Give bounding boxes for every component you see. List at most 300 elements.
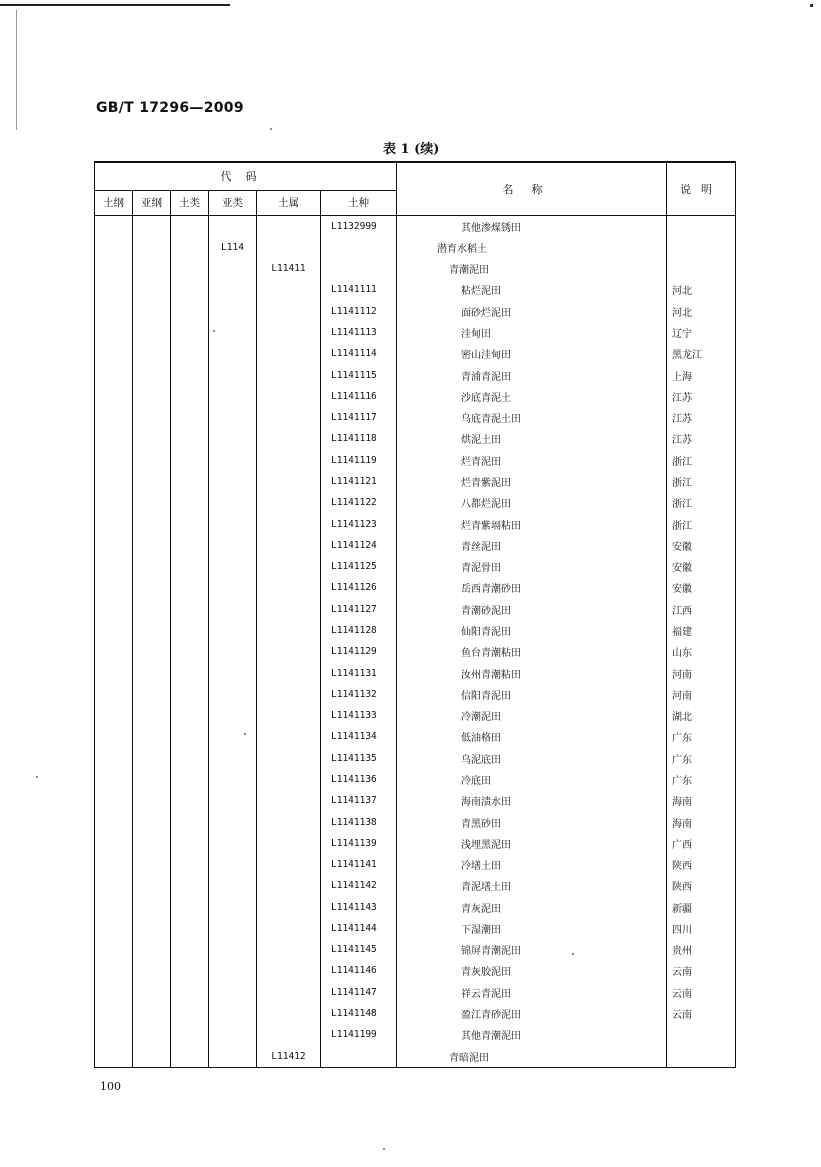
note-cell: 上海 [667, 364, 736, 385]
name-cell: 潜育水稻土 [397, 237, 667, 258]
corner-mark [810, 4, 813, 7]
name-cell: 青浦青泥田 [397, 364, 667, 385]
tugang-cell [95, 641, 133, 662]
top-rule [0, 4, 230, 6]
tushu-cell [257, 790, 321, 811]
name-cell: 仙阳青泥田 [397, 620, 667, 641]
name-cell: 烂青紫塥粘田 [397, 513, 667, 534]
tugang-cell [95, 748, 133, 769]
yagang-cell [133, 577, 171, 598]
yalei-cell [209, 833, 257, 854]
yalei-cell [209, 918, 257, 939]
name-cell: 青泥骨田 [397, 556, 667, 577]
yagang-cell [133, 769, 171, 790]
tugang-cell [95, 556, 133, 577]
tugang-cell [95, 343, 133, 364]
tugang-cell [95, 1024, 133, 1045]
yalei-cell [209, 535, 257, 556]
table-row [95, 599, 736, 620]
tugang-cell [95, 513, 133, 534]
yalei-cell [209, 620, 257, 641]
note-header: 说明 [667, 162, 736, 215]
tulei-cell [171, 556, 209, 577]
name-cell: 海南渍水田 [397, 790, 667, 811]
table-row [95, 471, 736, 492]
name-cell: 其他青潮泥田 [397, 1024, 667, 1045]
name-cell: 面砂烂泥田 [397, 301, 667, 322]
name-header: 名称 [397, 162, 667, 215]
name-cell: 信阳青泥田 [397, 684, 667, 705]
name-cell: 乌泥底田 [397, 748, 667, 769]
table-row [95, 684, 736, 705]
yalei-cell [209, 875, 257, 896]
tuzhong-cell: L1141139 [321, 833, 397, 854]
tulei-cell [171, 513, 209, 534]
table-row [95, 811, 736, 832]
tulei-cell [171, 364, 209, 385]
table-row [95, 620, 736, 641]
tugang-cell [95, 811, 133, 832]
yalei-cell [209, 790, 257, 811]
tushu-cell [257, 1024, 321, 1045]
note-cell: 河南 [667, 684, 736, 705]
tugang-cell [95, 769, 133, 790]
tugang-cell [95, 301, 133, 322]
tushu-cell [257, 386, 321, 407]
tuzhong-cell: L1141113 [321, 322, 397, 343]
tulei-cell [171, 854, 209, 875]
table-row [95, 918, 736, 939]
name-cell: 八都烂泥田 [397, 492, 667, 513]
yagang-cell [133, 918, 171, 939]
table-row [95, 982, 736, 1003]
tuzhong-cell: L1141135 [321, 748, 397, 769]
tugang-cell [95, 939, 133, 960]
tulei-cell [171, 620, 209, 641]
note-cell: 湖北 [667, 705, 736, 726]
tuzhong-cell: L1141125 [321, 556, 397, 577]
tugang-cell [95, 833, 133, 854]
tugang-cell [95, 364, 133, 385]
yalei-cell [209, 684, 257, 705]
name-cell: 青丝泥田 [397, 535, 667, 556]
table-row [95, 450, 736, 471]
name-cell: 烂青泥田 [397, 450, 667, 471]
tugang-cell [95, 620, 133, 641]
note-cell: 山东 [667, 641, 736, 662]
table-row [95, 279, 736, 300]
note-cell [667, 1024, 736, 1045]
tushu-cell [257, 599, 321, 620]
yalei-cell [209, 854, 257, 875]
tuzhong-cell: L1141132 [321, 684, 397, 705]
yalei-cell [209, 556, 257, 577]
tushu-cell [257, 662, 321, 683]
yalei-cell [209, 322, 257, 343]
standard-number: GB/T 17296—2009 [96, 100, 244, 116]
note-cell: 贵州 [667, 939, 736, 960]
yagang-cell [133, 237, 171, 258]
yagang-cell [133, 960, 171, 981]
name-cell: 冷墡土田 [397, 854, 667, 875]
tulei-cell [171, 1045, 209, 1067]
yalei-cell [209, 960, 257, 981]
tushu-cell [257, 513, 321, 534]
yalei-cell [209, 1045, 257, 1067]
tuzhong-cell: L1141147 [321, 982, 397, 1003]
tulei-cell [171, 833, 209, 854]
tushu-cell [257, 918, 321, 939]
tulei-cell [171, 641, 209, 662]
tuzhong-cell: L1141122 [321, 492, 397, 513]
note-cell [667, 215, 736, 237]
note-cell [667, 1045, 736, 1067]
yagang-cell [133, 684, 171, 705]
yalei-cell [209, 364, 257, 385]
tulei-header: 土类 [171, 190, 209, 215]
note-cell: 河南 [667, 662, 736, 683]
note-cell: 浙江 [667, 492, 736, 513]
yalei-cell [209, 279, 257, 300]
note-cell: 广东 [667, 769, 736, 790]
tuzhong-cell: L1141138 [321, 811, 397, 832]
tuzhong-cell: L1141118 [321, 428, 397, 449]
tulei-cell [171, 1003, 209, 1024]
tulei-cell [171, 662, 209, 683]
tuzhong-cell: L1141142 [321, 875, 397, 896]
table-row [95, 301, 736, 322]
note-cell: 浙江 [667, 513, 736, 534]
tugang-cell [95, 1003, 133, 1024]
tuzhong-cell: L1141128 [321, 620, 397, 641]
tulei-cell [171, 748, 209, 769]
tulei-cell [171, 535, 209, 556]
table-row [95, 1045, 736, 1067]
tugang-cell [95, 428, 133, 449]
table-row [95, 364, 736, 385]
table-row [95, 428, 736, 449]
tugang-cell [95, 407, 133, 428]
tushu-cell [257, 748, 321, 769]
name-cell: 青黑砂田 [397, 811, 667, 832]
tuzhong-cell: L1141116 [321, 386, 397, 407]
tuzhong-cell: L1141136 [321, 769, 397, 790]
tulei-cell [171, 726, 209, 747]
tushu-cell [257, 875, 321, 896]
note-cell [667, 237, 736, 258]
yalei-cell [209, 428, 257, 449]
tulei-cell [171, 982, 209, 1003]
tuzhong-cell: L1141127 [321, 599, 397, 620]
name-cell: 烂青紫泥田 [397, 471, 667, 492]
yalei-cell [209, 641, 257, 662]
tuzhong-cell: L1141121 [321, 471, 397, 492]
yalei-cell [209, 492, 257, 513]
table-row [95, 258, 736, 279]
tushu-header: 土属 [257, 190, 321, 215]
table-row [95, 790, 736, 811]
tushu-cell [257, 684, 321, 705]
yagang-cell [133, 854, 171, 875]
yagang-cell [133, 790, 171, 811]
tulei-cell [171, 790, 209, 811]
scan-speck [36, 776, 38, 778]
note-cell: 广东 [667, 748, 736, 769]
tulei-cell [171, 322, 209, 343]
table-row [95, 939, 736, 960]
tugang-cell [95, 577, 133, 598]
table-row [95, 960, 736, 981]
name-cell: 青潮砂泥田 [397, 599, 667, 620]
yalei-cell [209, 343, 257, 364]
note-cell: 安徽 [667, 577, 736, 598]
name-cell: 其他渗煤锈田 [397, 215, 667, 237]
tugang-cell [95, 279, 133, 300]
tushu-cell [257, 492, 321, 513]
tugang-cell [95, 982, 133, 1003]
scan-speck [383, 1148, 385, 1150]
yagang-cell [133, 301, 171, 322]
yagang-cell [133, 811, 171, 832]
table-row [95, 407, 736, 428]
table-row [95, 386, 736, 407]
tugang-cell [95, 450, 133, 471]
tushu-cell [257, 833, 321, 854]
name-cell: 洼甸田 [397, 322, 667, 343]
yalei-cell [209, 662, 257, 683]
table-row [95, 748, 736, 769]
name-cell: 粘烂泥田 [397, 279, 667, 300]
yalei-cell [209, 215, 257, 237]
name-cell: 密山洼甸田 [397, 343, 667, 364]
yagang-cell [133, 513, 171, 534]
tulei-cell [171, 386, 209, 407]
tugang-cell [95, 322, 133, 343]
name-cell: 烘泥土田 [397, 428, 667, 449]
yagang-cell [133, 535, 171, 556]
tuzhong-cell: L1141123 [321, 513, 397, 534]
yagang-cell [133, 279, 171, 300]
yagang-cell [133, 982, 171, 1003]
table-row [95, 662, 736, 683]
name-cell: 盈江青砂泥田 [397, 1003, 667, 1024]
name-cell: 岳西青潮砂田 [397, 577, 667, 598]
note-cell: 浙江 [667, 450, 736, 471]
tushu-cell [257, 620, 321, 641]
tulei-cell [171, 471, 209, 492]
tushu-cell [257, 726, 321, 747]
tuzhong-cell: L1141143 [321, 897, 397, 918]
tulei-cell [171, 599, 209, 620]
table-row [95, 556, 736, 577]
tulei-cell [171, 939, 209, 960]
tushu-cell: L11412 [257, 1045, 321, 1067]
tushu-cell [257, 322, 321, 343]
tushu-cell [257, 535, 321, 556]
note-cell: 云南 [667, 1003, 736, 1024]
tushu-cell [257, 705, 321, 726]
tulei-cell [171, 343, 209, 364]
tugang-cell [95, 897, 133, 918]
note-cell: 安徽 [667, 535, 736, 556]
tushu-cell [257, 301, 321, 322]
name-cell: 青灰胶泥田 [397, 960, 667, 981]
tulei-cell [171, 237, 209, 258]
tugang-cell [95, 662, 133, 683]
code-group-header: 代码 [95, 162, 397, 190]
note-cell [667, 258, 736, 279]
tulei-cell [171, 428, 209, 449]
yagang-cell [133, 748, 171, 769]
tulei-cell [171, 811, 209, 832]
note-cell: 黑龙江 [667, 343, 736, 364]
note-cell: 江苏 [667, 407, 736, 428]
tuzhong-cell: L1141141 [321, 854, 397, 875]
tugang-cell [95, 215, 133, 237]
note-cell: 云南 [667, 982, 736, 1003]
tushu-cell [257, 982, 321, 1003]
tuzhong-cell: L1132999 [321, 215, 397, 237]
tugang-cell [95, 258, 133, 279]
yalei-cell [209, 726, 257, 747]
tulei-cell [171, 769, 209, 790]
table-body [95, 215, 736, 1068]
table-row [95, 237, 736, 258]
tuzhong-cell: L1141131 [321, 662, 397, 683]
table-row [95, 492, 736, 513]
tuzhong-cell [321, 258, 397, 279]
yagang-cell [133, 641, 171, 662]
name-cell: 下湿潮田 [397, 918, 667, 939]
tuzhong-cell: L1141129 [321, 641, 397, 662]
yalei-cell [209, 258, 257, 279]
scan-speck [244, 733, 246, 735]
tulei-cell [171, 258, 209, 279]
note-cell: 云南 [667, 960, 736, 981]
note-cell: 河北 [667, 279, 736, 300]
yagang-header: 亚纲 [133, 190, 171, 215]
table-row [95, 535, 736, 556]
tuzhong-cell: L1141133 [321, 705, 397, 726]
yalei-header: 亚类 [209, 190, 257, 215]
name-cell: 沙底青泥土 [397, 386, 667, 407]
name-cell: 鱼台青潮粘田 [397, 641, 667, 662]
tulei-cell [171, 960, 209, 981]
tugang-cell [95, 854, 133, 875]
tulei-cell [171, 407, 209, 428]
yagang-cell [133, 599, 171, 620]
tuzhong-cell [321, 237, 397, 258]
tushu-cell [257, 960, 321, 981]
yagang-cell [133, 1003, 171, 1024]
name-cell: 乌底青泥土田 [397, 407, 667, 428]
tugang-cell [95, 790, 133, 811]
yagang-cell [133, 428, 171, 449]
name-cell: 青灰泥田 [397, 897, 667, 918]
yalei-cell [209, 1024, 257, 1045]
table-row [95, 641, 736, 662]
name-cell: 低油格田 [397, 726, 667, 747]
yagang-cell [133, 1045, 171, 1067]
yalei-cell [209, 450, 257, 471]
note-cell: 四川 [667, 918, 736, 939]
tuzhong-cell: L1141115 [321, 364, 397, 385]
note-cell: 河北 [667, 301, 736, 322]
tuzhong-cell: L1141134 [321, 726, 397, 747]
tuzhong-cell: L1141146 [321, 960, 397, 981]
tushu-cell [257, 897, 321, 918]
scan-speck [572, 953, 574, 955]
yagang-cell [133, 939, 171, 960]
yalei-cell [209, 471, 257, 492]
yagang-cell [133, 705, 171, 726]
soil-code-table [94, 161, 736, 1068]
note-cell: 陕西 [667, 875, 736, 896]
tushu-cell: L11411 [257, 258, 321, 279]
tugang-cell [95, 960, 133, 981]
note-cell: 广东 [667, 726, 736, 747]
yagang-cell [133, 492, 171, 513]
tulei-cell [171, 684, 209, 705]
yalei-cell [209, 386, 257, 407]
note-cell: 海南 [667, 811, 736, 832]
table-row [95, 1003, 736, 1024]
tugang-cell [95, 386, 133, 407]
tushu-cell [257, 1003, 321, 1024]
tugang-cell [95, 705, 133, 726]
table-row [95, 577, 736, 598]
note-cell: 江西 [667, 599, 736, 620]
yalei-cell [209, 769, 257, 790]
tulei-cell [171, 215, 209, 237]
table-row [95, 897, 736, 918]
yagang-cell [133, 1024, 171, 1045]
note-cell: 海南 [667, 790, 736, 811]
tulei-cell [171, 1024, 209, 1045]
yalei-cell [209, 1003, 257, 1024]
tuzhong-cell: L1141199 [321, 1024, 397, 1045]
tugang-header: 土纲 [95, 190, 133, 215]
tuzhong-cell: L1141111 [321, 279, 397, 300]
name-cell: 青潮泥田 [397, 258, 667, 279]
scan-speck [213, 330, 215, 332]
yalei-cell [209, 705, 257, 726]
yalei-cell: L114 [209, 237, 257, 258]
note-cell: 新疆 [667, 897, 736, 918]
note-cell: 安徽 [667, 556, 736, 577]
name-cell: 冷潮泥田 [397, 705, 667, 726]
tugang-cell [95, 237, 133, 258]
tuzhong-cell: L1141117 [321, 407, 397, 428]
yagang-cell [133, 875, 171, 896]
tugang-cell [95, 684, 133, 705]
yalei-cell [209, 811, 257, 832]
tuzhong-cell: L1141119 [321, 450, 397, 471]
table-row [95, 513, 736, 534]
name-cell: 浅埋黑泥田 [397, 833, 667, 854]
yagang-cell [133, 662, 171, 683]
yagang-cell [133, 215, 171, 237]
name-cell: 青泥墡土田 [397, 875, 667, 896]
tushu-cell [257, 471, 321, 492]
yalei-cell [209, 577, 257, 598]
yalei-cell [209, 301, 257, 322]
yagang-cell [133, 726, 171, 747]
table-row [95, 705, 736, 726]
name-cell: 青暗泥田 [397, 1045, 667, 1067]
table-row [95, 833, 736, 854]
tulei-cell [171, 918, 209, 939]
